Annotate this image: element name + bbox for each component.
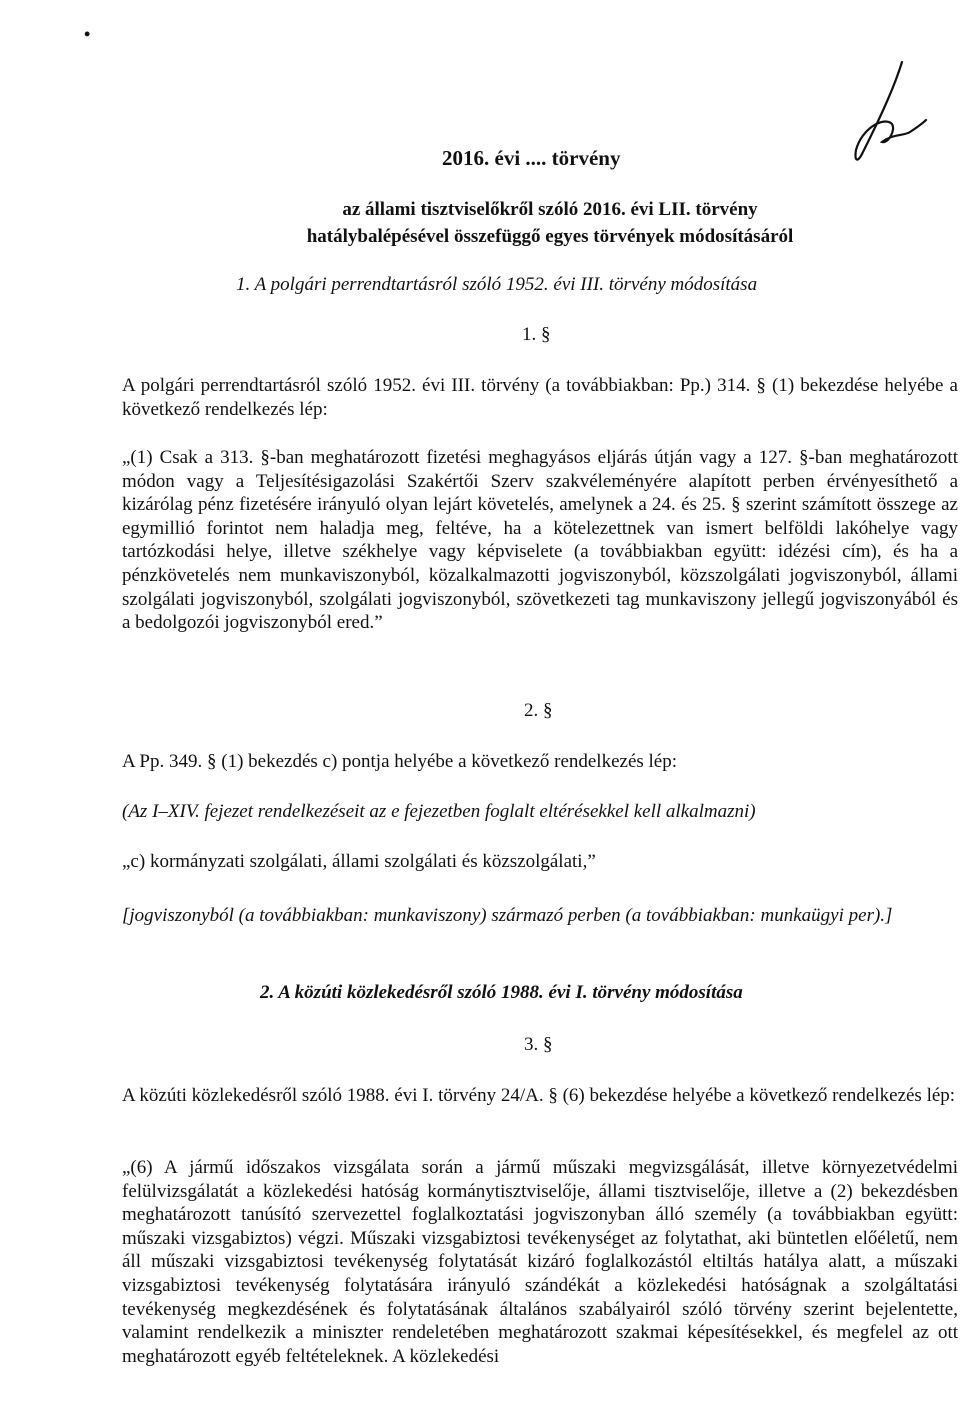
subtitle-line-1: az állami tisztviselőkről szóló 2016. évi LII. törvény [342,199,758,220]
paragraph-5-quoted-point: „c) kormányzati szolgálati, állami szolgálati és közszolgálati,” [122,851,596,872]
chapter-heading-1: 1. A polgári perrendtartásról szóló 1952. évi III. törvény módosítása [236,274,758,295]
corner-mark: • [84,24,91,44]
paragraph-1: A polgári perrendtartásról szóló 1952. évi III. törvény (a továbbiakban: Pp.) 314. § (1) bekezdése helyébe a következő rendelkezés lép: [122,375,958,420]
law-subtitle [0,196,960,250]
law-title: 2016. évi .... törvény [442,146,621,170]
section-heading-1: 1. § [522,324,551,345]
paragraph-8-quoted-provision: „(6) A jármű időszakos vizsgálata során a jármű műszaki megvizsgálását, illetve környezetvédelmi felülvizsgálatát a közlekedési hatóság kormánytisztviselője, állami tisztviselője, illetve a (2) bekezdésben meghatározott tanúsító szervezettel foglalkoztatási jogviszonyban álló személy (a továbbiakban együtt: műszaki vizsgabiztos) végzi. Műszaki vizsgabiztosi tevékenységet az folytathat, aki büntetlen előéletű, nem áll műszaki vizsgabiztosi tevékenység folytatását kizáró foglalkozástól eltiltás hatálya alatt, a műszaki vizsgabiztosi tevékenység folytatására irányuló szándékát a közlekedési hatóságnak a szolgáltatási tevékenység megkezdésének és folytatásának általános szabályairól szóló törvény szerint bejelentette, valamint rendelkezik a miniszter rendeletében meghatározott szakmai képesítésekkel, és megfelel az ott meghatározott egyéb feltételeknek. A közlekedési [122,1157,958,1367]
paragraph-4-context: (Az I–XIV. fejezet rendelkezéseit az e fejezetben foglalt eltérésekkel kell alkalmazni) [122,801,756,822]
paragraph-7: A közúti közlekedésről szóló 1988. évi I. törvény 24/A. § (6) bekezdése helyébe a következő rendelkezés lép: [122,1085,956,1106]
section-heading-3: 3. § [524,1034,553,1055]
paragraph-3: A Pp. 349. § (1) bekezdés c) pontja helyébe a következő rendelkezés lép: [122,751,678,772]
paragraph-6-context: [jogviszonyból (a továbbiakban: munkaviszony) származó perben (a továbbiakban: munkaügyi per).] [122,905,893,926]
handwritten-signature [832,58,928,168]
subtitle-line-2: hatálybalépésével összefüggő egyes törvények módosításáról [306,226,794,247]
paragraph-2-quoted-provision: „(1) Csak a 313. §-ban meghatározott fizetési meghagyásos eljárás útján vagy a 127. §-ban meghatározott módon vagy a Teljesítésigazolási Szakértői Szerv szakvéleményére alapított perben érvényesíthető a kizárólag pénz fizetésére irányuló olyan lejárt követelés, amelynek a 24. és 25. § szerint számított összege az egymillió forintot nem haladja meg, feltéve, ha a kötelezettnek van ismert belföldi lakóhelye vagy tartózkodási helye, illetve székhelye vagy képviselete (a továbbiakban együtt: idézési cím), és ha a pénzkövetelés nem munkaviszonyból, közalkalmazotti jogviszonyból, közszolgálati jogviszonyból, állami szolgálati jogviszonyból, szolgálati jogviszonyból, szövetkezeti tag munkaviszony jellegű jogviszonyából és a bedolgozói jogviszonyból ered.” [122,447,958,634]
section-heading-2: 2. § [524,700,553,721]
chapter-heading-2: 2. A közúti közlekedésről szóló 1988. évi I. törvény módosítása [260,982,743,1003]
